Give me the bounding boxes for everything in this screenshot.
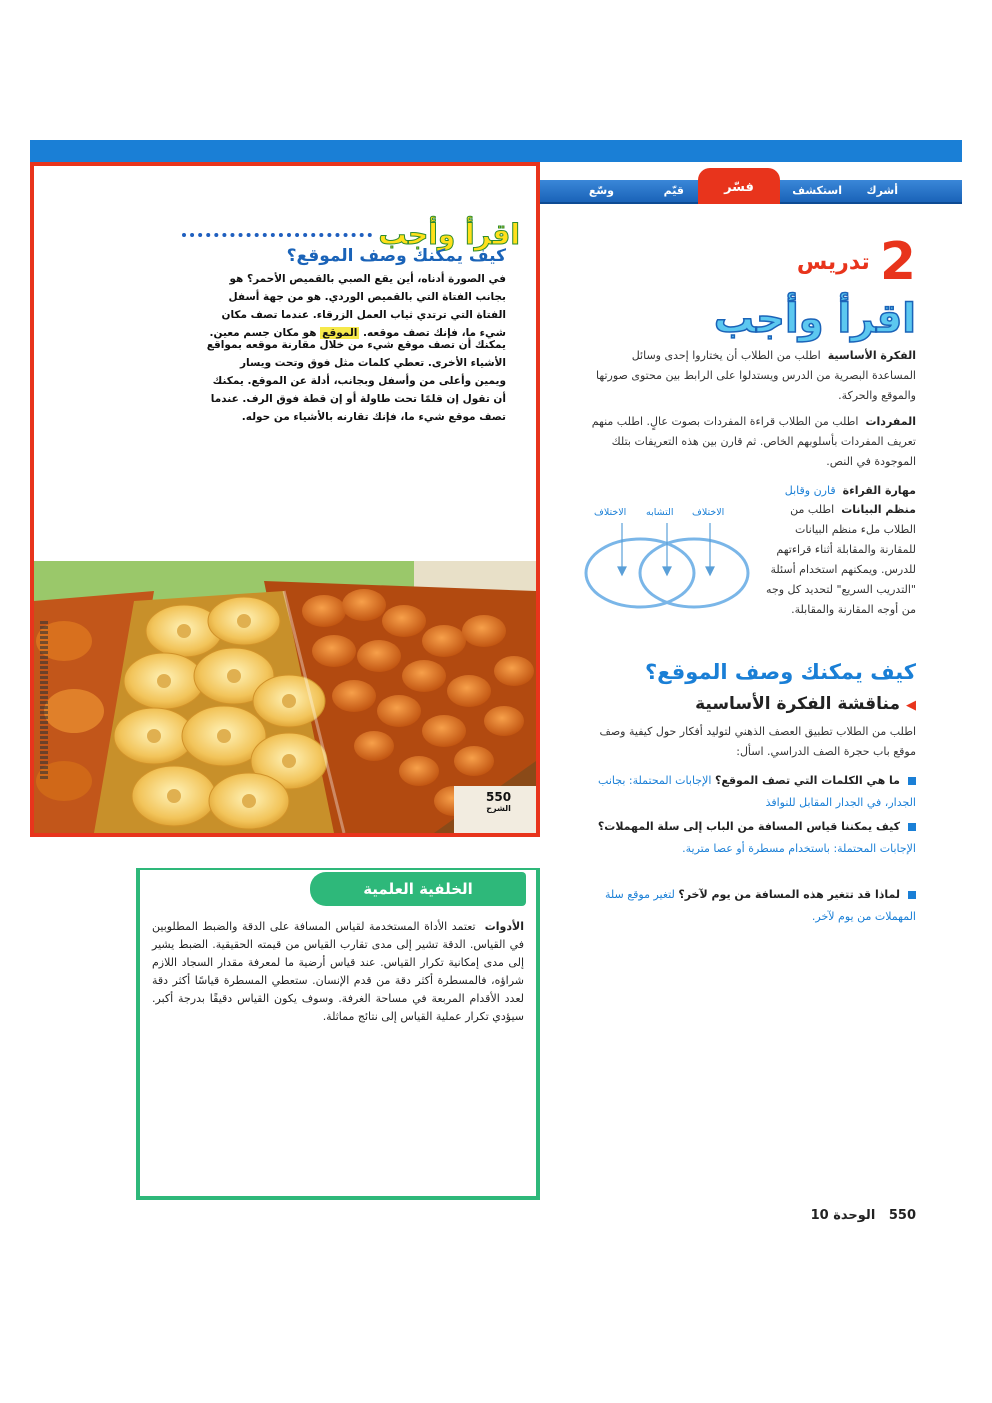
photo-side-caption [40, 621, 48, 781]
student-page-number [486, 791, 511, 815]
question-3-text: لماذا قد تتغير هذه المسافة من يوم لآخر؟ [678, 888, 900, 901]
teacher-section-title: كيف يمكنك وصف الموقع؟ [645, 660, 916, 684]
dried-fruit-photo [34, 561, 536, 833]
organizer-paragraph [764, 500, 916, 620]
organizer-term: منظم البيانات [841, 503, 916, 516]
question-item-3 [586, 884, 916, 928]
para1-text-end: هو مكان جسم معين. [209, 327, 317, 339]
question-item-2 [586, 816, 916, 860]
student-page-subtitle: كيف يمكنك وصف الموقع؟ [286, 246, 506, 266]
student-page-heading: اقرأ وأجب [378, 218, 520, 251]
science-term-tools: الأدوات [484, 920, 524, 933]
main-idea-paragraph [586, 346, 916, 406]
venn-label-difference-left: الاختلاف [594, 507, 627, 518]
reading-skill-value: قارن وقابل [784, 484, 836, 497]
reading-skill-term: مهارة القراءة [842, 484, 916, 497]
question-item-1 [586, 770, 916, 814]
nav-tab-extend[interactable]: وسّع [588, 184, 614, 197]
science-background-box [136, 868, 540, 1200]
student-page-paragraph-1 [206, 270, 506, 342]
question-2-answer: الإجابات المحتملة: باستخدام مسطرة أو عصا مترية. [682, 842, 916, 855]
main-idea-text: اطلب من الطلاب أن يختاروا إحدى وسائل المساعدة البصرية من الدرس ويستدلوا على الرابط بين محتوى صورتها والموقع والحركة. [596, 349, 916, 402]
venn-label-similarity: التشابه [646, 507, 674, 518]
square-bullet-icon [908, 823, 916, 831]
vocab-term: المفردات [865, 415, 916, 428]
teacher-read-ask-heading: اقرأ وأجب [713, 296, 916, 342]
page-footer [811, 1208, 916, 1223]
teach-step-number: 2 [879, 232, 916, 292]
triangle-bullet-icon: ◀ [906, 698, 916, 713]
teach-step-title [796, 232, 916, 292]
reading-skill-line [586, 481, 916, 501]
student-page-number-label: الشرح [486, 804, 511, 813]
vocab-text: اطلب من الطلاب قراءة المفردات بصوت عالٍ. اطلب منهم تعريف المفردات بأسلوبهم الخاص. ثم قارن بين هذه التعريفات بتلك الموجودة في النص. [591, 415, 916, 468]
question-2-text: كيف يمكننا قياس المسافة من الباب إلى سلة المهملات؟ [597, 820, 900, 833]
question-1-text: ما هي الكلمات التي تصف الموقع؟ [714, 774, 900, 787]
footer-unit-label: الوحدة 10 [810, 1208, 876, 1223]
science-background-title: الخلفية العلمية [310, 872, 526, 906]
organizer-text: اطلب من الطلاب ملء منظم البيانات للمقارنة والمقابلة أثناء قراءتهم للدرس. ويمكنهم استخدام أسئلة "التدريب السريع" لتحديد كل وجه من أوجه المقارنة والمقابلة. [766, 503, 916, 616]
science-body-text: تعتمد الأداة المستخدمة لقياس المسافة على الدقة والضبط المطلوبين في القياس. الدقة تشير إلى مدى تقارب القياس من قيمته الحقيقية. الضبط يشير إلى مدى إمكانية تكرار القياس. عند قياس أرضية ما لمعرفة مقدار السجاد اللازم شراؤه، فالمسطرة أكثر دقة من قدم الإنسان. ستعطي المسطرة قياسًا أكثر دقة لعدد الأقدام المربعة في مساحة الغرفة. وسوف يكون القياس دقيقًا بدرجة أكبر. سيؤدي تكرار عملية القياس إلى نتائج مماثلة. [152, 920, 524, 1023]
question-3-answer: لتغير موقع سلة المهملات من يوم لآخر. [605, 888, 916, 923]
nav-tab-explore[interactable]: استكشف [792, 184, 842, 197]
square-bullet-icon [908, 777, 916, 785]
student-page-paragraph-2: يمكنك أن تصف موقع شيء من خلال مقارنة موقعه بمواقع الأشياء الأخرى. تعطي كلمات مثل فوق وتحت ويسار ويمين وأعلى من وأسفل وبجانب، أدلة عن الموقع. يمكنك أن تقول إن قلمًا تحت طاولة أو إن قطة فوق الرف. عندما تصف موقع شيء ما، فإنك تقارنه بالأشياء من حوله. [206, 339, 506, 423]
nav-tab-explain-active[interactable]: فسّر [698, 168, 780, 204]
main-idea-term: الفكرة الأساسية [827, 349, 916, 362]
vocab-paragraph [586, 412, 916, 472]
para1-text: في الصورة أدناه، أين يقع الصبي بالقميص الأحمر؟ هو بجانب الفتاة التي بالقميص الوردي. هو من جهة أسفل الفتاة التي ترتدي ثياب العمل الزرقاء. عندما تصف مكان شيء ما، فإنك تصف موقعه. [221, 273, 506, 339]
venn-label-difference-right: الاختلاف [692, 507, 725, 518]
teach-step-label: تدريس [796, 249, 870, 275]
science-background-body [152, 918, 524, 1026]
student-page-number-value: 550 [486, 790, 512, 804]
nav-tab-evaluate[interactable]: قيّم [663, 184, 684, 197]
nav-tab-engage[interactable]: أشرك [866, 184, 898, 197]
student-page-panel [30, 162, 540, 837]
footer-page-number: 550 [888, 1208, 916, 1223]
discussion-paragraph: اطلب من الطلاب تطبيق العصف الذهني لتوليد أفكار حول كيفية وصف موقع باب حجرة الصف الدراسي. اسأل: [599, 725, 916, 758]
top-color-band [30, 140, 962, 162]
square-bullet-icon [908, 891, 916, 899]
dotted-rule [182, 233, 372, 237]
venn-circles [582, 505, 752, 615]
question-1-answer: الإجابات المحتملة: بجانب الجدار، في الجدار المقابل للنوافذ [598, 774, 916, 809]
venn-diagram [582, 505, 752, 615]
discussion-heading [695, 694, 916, 714]
discussion-heading-text: مناقشة الفكرة الأساسية [695, 694, 900, 714]
highlight-term-location: الموقع [322, 327, 358, 339]
